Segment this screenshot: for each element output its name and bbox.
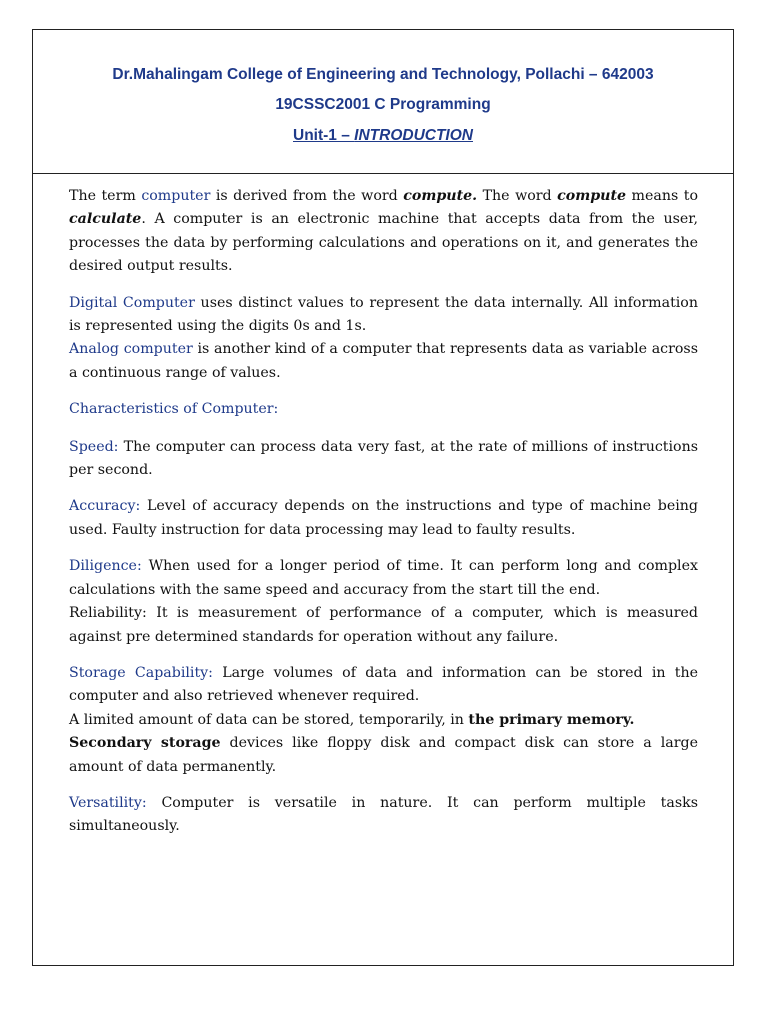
- term-speed: Speed:: [69, 438, 119, 455]
- intro-text-1: The term: [69, 188, 142, 204]
- course-title: 19CSSC2001 C Programming: [275, 96, 491, 113]
- document-page: [32, 29, 734, 966]
- intro-text-4: means to: [626, 188, 698, 204]
- digital-text: uses distinct values to represent the data internally. All information is represented using the digits 0s and 1s.: [69, 294, 698, 335]
- keyword-computer: computer: [141, 188, 211, 204]
- term-storage-capability: Storage Capability:: [69, 664, 213, 681]
- unit-prefix: Unit-1 –: [293, 127, 355, 144]
- unit-title: [33, 127, 733, 145]
- document-body: [69, 185, 698, 852]
- secondary-text: devices like floppy disk and compact disk can store a large amount of data permanently.: [69, 735, 699, 775]
- term-digital-computer: Digital Computer: [69, 294, 195, 311]
- secondary-storage-paragraph: [69, 732, 698, 779]
- accuracy-text: Level of accuracy depends on the instructions and type of machine being used. Faulty instruction for data processing may lead to faulty results.: [69, 498, 698, 538]
- accuracy-paragraph: [69, 495, 698, 542]
- limited-text: A limited amount of data can be stored, temporarily, in: [69, 711, 469, 728]
- primary-memory-paragraph: [69, 709, 698, 732]
- term-versatility: Versatility:: [69, 794, 147, 811]
- digital-computer-paragraph: [69, 292, 698, 339]
- storage-paragraph: [69, 662, 698, 709]
- unit-name: INTRODUCTION: [354, 127, 473, 144]
- term-analog-computer: Analog computer: [69, 341, 193, 358]
- intro-text-2: is derived from the word: [210, 188, 404, 204]
- term-accuracy: Accuracy:: [69, 498, 141, 515]
- keyword-calculate: calculate: [69, 211, 142, 228]
- term-diligence: Diligence:: [69, 558, 142, 575]
- intro-text-3: The word: [477, 188, 558, 204]
- speed-paragraph: [69, 436, 698, 483]
- document-header: [33, 30, 733, 174]
- analog-computer-paragraph: [69, 338, 698, 385]
- keyword-compute: compute.: [403, 188, 478, 204]
- diligence-text: When used for a longer period of time. It can perform long and complex calculations with the same speed and accuracy from the start till the end.: [69, 558, 698, 598]
- versatility-text: Computer is versatile in nature. It can perform multiple tasks simultaneously.: [69, 794, 698, 835]
- college-name: Dr.Mahalingam College of Engineering and Technology, Pollachi – 642003: [112, 66, 654, 83]
- term-secondary-storage: Secondary storage: [69, 735, 221, 752]
- versatility-paragraph: [69, 792, 698, 839]
- intro-text-5: . A computer is an electronic machine that accepts data from the user, processes the data by performing calculations and operations on it, and generates the desired output results.: [69, 211, 698, 275]
- term-primary-memory: the primary memory.: [468, 711, 635, 728]
- reliability-paragraph: Reliability: It is measurement of performance of a computer, which is measured against pre determined standards for operation without any failure.: [69, 605, 698, 645]
- storage-text: Large volumes of data and information can be stored in the computer and also retrieved whenever required.: [69, 664, 698, 705]
- speed-text: The computer can process data very fast, at the rate of millions of instructions per second.: [69, 438, 698, 479]
- keyword-compute-2: compute: [557, 188, 627, 204]
- analog-text: is another kind of a computer that represents data as variable across a continuous range of values.: [69, 341, 698, 381]
- characteristics-heading: Characteristics of Computer:: [69, 401, 279, 418]
- intro-paragraph: [69, 185, 698, 279]
- diligence-paragraph: [69, 555, 698, 602]
